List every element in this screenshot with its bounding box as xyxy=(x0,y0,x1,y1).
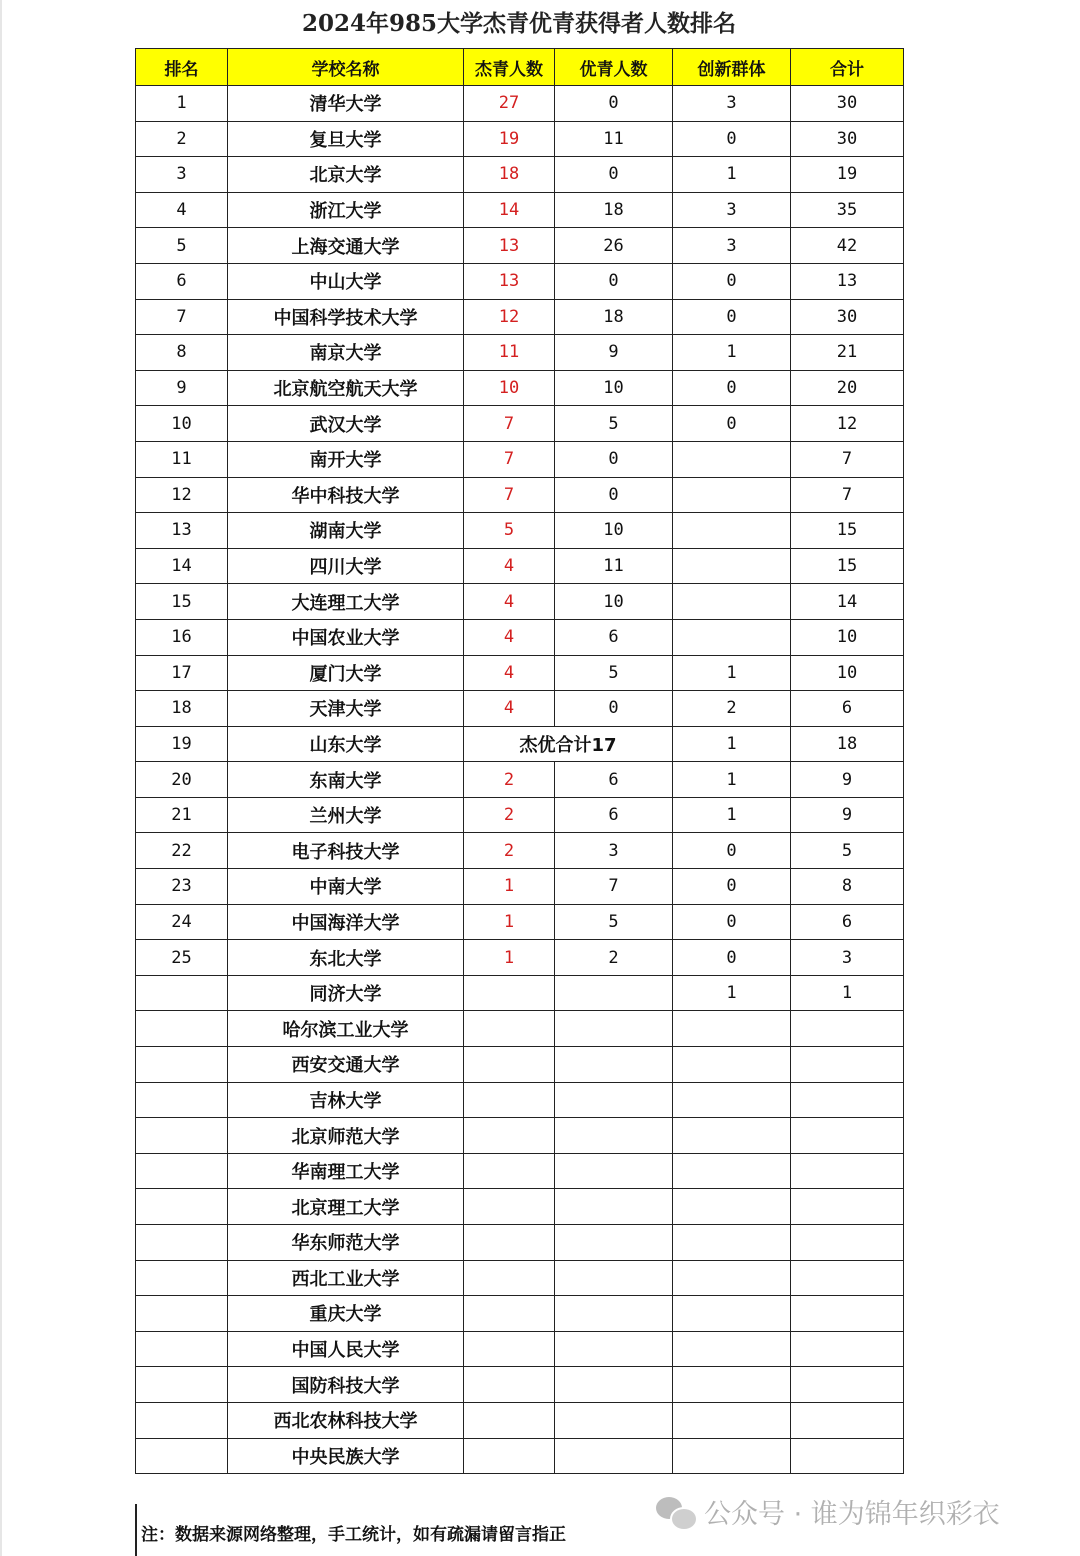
total-cell: 7 xyxy=(791,477,904,513)
total-cell: 14 xyxy=(791,584,904,620)
school-name-cell: 电子科技大学 xyxy=(228,833,464,869)
table-row xyxy=(136,1082,904,1118)
page-edge xyxy=(0,0,2,1556)
jieqing-cell xyxy=(464,1367,555,1403)
school-name-cell: 北京师范大学 xyxy=(228,1118,464,1154)
jieqing-cell: 4 xyxy=(464,655,555,691)
school-name-cell: 北京航空航天大学 xyxy=(228,370,464,406)
total-cell xyxy=(791,1118,904,1154)
total-cell: 3 xyxy=(791,940,904,976)
jieqing-cell: 4 xyxy=(464,584,555,620)
innovation-group-cell: 2 xyxy=(673,691,791,727)
jieqing-cell: 2 xyxy=(464,797,555,833)
total-cell: 9 xyxy=(791,797,904,833)
table-body xyxy=(136,86,904,1474)
jieqing-cell: 1 xyxy=(464,869,555,905)
rank-cell: 21 xyxy=(136,797,228,833)
innovation-group-cell: 1 xyxy=(673,975,791,1011)
total-cell xyxy=(791,1260,904,1296)
rank-cell xyxy=(136,1296,228,1332)
innovation-group-cell: 1 xyxy=(673,655,791,691)
rank-cell xyxy=(136,1011,228,1047)
table-row xyxy=(136,370,904,406)
header-youqing-count: 优青人数 xyxy=(555,49,673,86)
youqing-cell xyxy=(555,1331,673,1367)
school-name-cell: 中国人民大学 xyxy=(228,1331,464,1367)
table-row xyxy=(136,1331,904,1367)
table-row xyxy=(136,619,904,655)
table-row xyxy=(136,762,904,798)
school-name-cell: 中央民族大学 xyxy=(228,1438,464,1474)
innovation-group-cell xyxy=(673,1189,791,1225)
total-cell xyxy=(791,1402,904,1438)
jieqing-cell: 14 xyxy=(464,192,555,228)
school-name-cell: 哈尔滨工业大学 xyxy=(228,1011,464,1047)
innovation-group-cell xyxy=(673,1296,791,1332)
youqing-cell: 0 xyxy=(555,86,673,122)
rank-cell: 7 xyxy=(136,299,228,335)
youqing-cell: 7 xyxy=(555,869,673,905)
total-cell: 5 xyxy=(791,833,904,869)
table-row xyxy=(136,975,904,1011)
total-cell: 15 xyxy=(791,513,904,549)
table-row xyxy=(136,157,904,193)
youqing-cell: 0 xyxy=(555,691,673,727)
jieqing-cell xyxy=(464,1047,555,1083)
school-name-cell: 西安交通大学 xyxy=(228,1047,464,1083)
innovation-group-cell: 0 xyxy=(673,833,791,869)
innovation-group-cell: 0 xyxy=(673,263,791,299)
school-name-cell: 华南理工大学 xyxy=(228,1153,464,1189)
jieqing-cell: 18 xyxy=(464,157,555,193)
table-row xyxy=(136,228,904,264)
jieqing-cell: 7 xyxy=(464,477,555,513)
youqing-cell xyxy=(555,1225,673,1261)
table-row xyxy=(136,1260,904,1296)
table-row xyxy=(136,691,904,727)
jieqing-cell: 11 xyxy=(464,335,555,371)
jieqing-cell: 10 xyxy=(464,370,555,406)
innovation-group-cell xyxy=(673,1402,791,1438)
rank-cell: 6 xyxy=(136,263,228,299)
wechat-icon xyxy=(656,1495,696,1529)
innovation-group-cell xyxy=(673,441,791,477)
jieqing-cell xyxy=(464,1331,555,1367)
school-name-cell: 南开大学 xyxy=(228,441,464,477)
table-row xyxy=(136,441,904,477)
total-cell: 21 xyxy=(791,335,904,371)
innovation-group-cell: 0 xyxy=(673,299,791,335)
total-cell: 1 xyxy=(791,975,904,1011)
jieqing-cell: 13 xyxy=(464,228,555,264)
rank-cell: 14 xyxy=(136,548,228,584)
total-cell: 13 xyxy=(791,263,904,299)
rank-cell xyxy=(136,1260,228,1296)
innovation-group-cell xyxy=(673,584,791,620)
table-row xyxy=(136,299,904,335)
jieqing-cell: 2 xyxy=(464,762,555,798)
school-name-cell: 大连理工大学 xyxy=(228,584,464,620)
school-name-cell: 东北大学 xyxy=(228,940,464,976)
total-cell: 19 xyxy=(791,157,904,193)
youqing-cell xyxy=(555,1189,673,1225)
ranking-table xyxy=(135,48,904,1474)
jieqing-cell: 7 xyxy=(464,406,555,442)
innovation-group-cell xyxy=(673,1225,791,1261)
rank-cell xyxy=(136,975,228,1011)
jieqing-cell: 12 xyxy=(464,299,555,335)
table-row xyxy=(136,1367,904,1403)
youqing-cell: 6 xyxy=(555,762,673,798)
youqing-cell xyxy=(555,1118,673,1154)
youqing-cell: 0 xyxy=(555,441,673,477)
rank-cell xyxy=(136,1402,228,1438)
rank-cell: 8 xyxy=(136,335,228,371)
youqing-cell: 0 xyxy=(555,157,673,193)
table-row xyxy=(136,548,904,584)
table-row xyxy=(136,1296,904,1332)
school-name-cell: 同济大学 xyxy=(228,975,464,1011)
youqing-cell: 3 xyxy=(555,833,673,869)
total-cell xyxy=(791,1189,904,1225)
rank-cell: 23 xyxy=(136,869,228,905)
total-cell: 6 xyxy=(791,691,904,727)
rank-cell xyxy=(136,1331,228,1367)
youqing-cell: 0 xyxy=(555,477,673,513)
youqing-cell xyxy=(555,1011,673,1047)
rank-cell: 22 xyxy=(136,833,228,869)
innovation-group-cell: 1 xyxy=(673,726,791,762)
rank-cell: 10 xyxy=(136,406,228,442)
school-name-cell: 湖南大学 xyxy=(228,513,464,549)
innovation-group-cell xyxy=(673,1438,791,1474)
youqing-cell: 18 xyxy=(555,192,673,228)
table-row xyxy=(136,904,904,940)
table-row xyxy=(136,833,904,869)
total-cell: 30 xyxy=(791,121,904,157)
jieqing-cell xyxy=(464,1225,555,1261)
youqing-cell xyxy=(555,1153,673,1189)
youqing-cell xyxy=(555,1047,673,1083)
innovation-group-cell: 3 xyxy=(673,228,791,264)
rank-cell: 5 xyxy=(136,228,228,264)
rank-cell: 12 xyxy=(136,477,228,513)
youqing-cell xyxy=(555,1296,673,1332)
header-rank: 排名 xyxy=(136,49,228,86)
youqing-cell xyxy=(555,1402,673,1438)
school-name-cell: 中国科学技术大学 xyxy=(228,299,464,335)
table-row xyxy=(136,1402,904,1438)
table-row xyxy=(136,1189,904,1225)
jieqing-cell: 7 xyxy=(464,441,555,477)
table-row xyxy=(136,1118,904,1154)
youqing-cell: 9 xyxy=(555,335,673,371)
rank-cell: 9 xyxy=(136,370,228,406)
innovation-group-cell xyxy=(673,619,791,655)
school-name-cell: 厦门大学 xyxy=(228,655,464,691)
jieqing-cell: 27 xyxy=(464,86,555,122)
total-cell xyxy=(791,1153,904,1189)
innovation-group-cell xyxy=(673,1153,791,1189)
jieqing-cell: 杰优合计17 xyxy=(464,726,673,762)
youqing-cell: 26 xyxy=(555,228,673,264)
rank-cell: 3 xyxy=(136,157,228,193)
table-row xyxy=(136,263,904,299)
rank-cell xyxy=(136,1082,228,1118)
rank-cell xyxy=(136,1153,228,1189)
total-cell: 30 xyxy=(791,299,904,335)
innovation-group-cell: 1 xyxy=(673,335,791,371)
total-cell xyxy=(791,1367,904,1403)
total-cell xyxy=(791,1011,904,1047)
innovation-group-cell: 0 xyxy=(673,121,791,157)
school-name-cell: 复旦大学 xyxy=(228,121,464,157)
rank-cell xyxy=(136,1047,228,1083)
rank-cell: 4 xyxy=(136,192,228,228)
youqing-cell: 5 xyxy=(555,655,673,691)
table-row xyxy=(136,1047,904,1083)
youqing-cell xyxy=(555,1367,673,1403)
school-name-cell: 华中科技大学 xyxy=(228,477,464,513)
youqing-cell: 0 xyxy=(555,263,673,299)
total-cell: 7 xyxy=(791,441,904,477)
table-row xyxy=(136,121,904,157)
rank-cell: 16 xyxy=(136,619,228,655)
page-title: 2024年985大学杰青优青获得者人数排名 xyxy=(301,10,737,37)
jieqing-cell xyxy=(464,975,555,1011)
watermark xyxy=(656,1492,1000,1531)
innovation-group-cell xyxy=(673,1047,791,1083)
youqing-cell: 5 xyxy=(555,904,673,940)
table-row xyxy=(136,1153,904,1189)
innovation-group-cell: 0 xyxy=(673,406,791,442)
school-name-cell: 国防科技大学 xyxy=(228,1367,464,1403)
school-name-cell: 山东大学 xyxy=(228,726,464,762)
table-row xyxy=(136,477,904,513)
rank-cell xyxy=(136,1189,228,1225)
note-border xyxy=(135,1504,137,1556)
total-cell: 6 xyxy=(791,904,904,940)
total-cell: 15 xyxy=(791,548,904,584)
youqing-cell: 18 xyxy=(555,299,673,335)
rank-cell: 1 xyxy=(136,86,228,122)
total-cell: 42 xyxy=(791,228,904,264)
total-cell: 8 xyxy=(791,869,904,905)
school-name-cell: 清华大学 xyxy=(228,86,464,122)
school-name-cell: 西北工业大学 xyxy=(228,1260,464,1296)
school-name-cell: 武汉大学 xyxy=(228,406,464,442)
innovation-group-cell xyxy=(673,1082,791,1118)
school-name-cell: 北京理工大学 xyxy=(228,1189,464,1225)
table-row xyxy=(136,940,904,976)
innovation-group-cell xyxy=(673,1367,791,1403)
school-name-cell: 天津大学 xyxy=(228,691,464,727)
school-name-cell: 华东师范大学 xyxy=(228,1225,464,1261)
innovation-group-cell: 1 xyxy=(673,797,791,833)
rank-cell: 11 xyxy=(136,441,228,477)
school-name-cell: 浙江大学 xyxy=(228,192,464,228)
youqing-cell: 6 xyxy=(555,797,673,833)
rank-cell: 18 xyxy=(136,691,228,727)
school-name-cell: 上海交通大学 xyxy=(228,228,464,264)
rank-cell xyxy=(136,1367,228,1403)
jieqing-cell xyxy=(464,1118,555,1154)
table-row xyxy=(136,86,904,122)
youqing-cell: 11 xyxy=(555,121,673,157)
jieqing-cell xyxy=(464,1438,555,1474)
rank-cell: 17 xyxy=(136,655,228,691)
rank-cell: 13 xyxy=(136,513,228,549)
jieqing-cell: 4 xyxy=(464,691,555,727)
rank-cell: 19 xyxy=(136,726,228,762)
rank-cell: 20 xyxy=(136,762,228,798)
total-cell xyxy=(791,1225,904,1261)
school-name-cell: 南京大学 xyxy=(228,335,464,371)
jieqing-cell: 5 xyxy=(464,513,555,549)
footnote: 注：数据来源网络整理，手工统计，如有疏漏请留言指正 xyxy=(141,1525,566,1545)
table-row xyxy=(136,513,904,549)
table-row xyxy=(136,192,904,228)
total-cell xyxy=(791,1296,904,1332)
ranking-sheet xyxy=(135,0,903,1556)
rank-cell: 24 xyxy=(136,904,228,940)
jieqing-cell xyxy=(464,1260,555,1296)
rank-cell: 2 xyxy=(136,121,228,157)
youqing-cell xyxy=(555,1082,673,1118)
jieqing-cell: 19 xyxy=(464,121,555,157)
jieqing-cell xyxy=(464,1296,555,1332)
table-row xyxy=(136,655,904,691)
youqing-cell: 5 xyxy=(555,406,673,442)
rank-cell: 25 xyxy=(136,940,228,976)
header-total: 合计 xyxy=(791,49,904,86)
innovation-group-cell xyxy=(673,477,791,513)
total-cell: 9 xyxy=(791,762,904,798)
jieqing-cell: 1 xyxy=(464,904,555,940)
youqing-cell: 10 xyxy=(555,584,673,620)
innovation-group-cell xyxy=(673,1260,791,1296)
jieqing-cell xyxy=(464,1402,555,1438)
jieqing-cell xyxy=(464,1153,555,1189)
jieqing-cell: 1 xyxy=(464,940,555,976)
youqing-cell: 2 xyxy=(555,940,673,976)
school-name-cell: 中国农业大学 xyxy=(228,619,464,655)
innovation-group-cell: 1 xyxy=(673,762,791,798)
school-name-cell: 东南大学 xyxy=(228,762,464,798)
school-name-cell: 中国海洋大学 xyxy=(228,904,464,940)
youqing-cell xyxy=(555,975,673,1011)
total-cell: 10 xyxy=(791,655,904,691)
innovation-group-cell: 0 xyxy=(673,904,791,940)
school-name-cell: 北京大学 xyxy=(228,157,464,193)
innovation-group-cell xyxy=(673,1331,791,1367)
table-row xyxy=(136,335,904,371)
total-cell: 30 xyxy=(791,86,904,122)
innovation-group-cell: 3 xyxy=(673,192,791,228)
jieqing-cell xyxy=(464,1011,555,1047)
total-cell: 20 xyxy=(791,370,904,406)
school-name-cell: 兰州大学 xyxy=(228,797,464,833)
school-name-cell: 四川大学 xyxy=(228,548,464,584)
innovation-group-cell xyxy=(673,1118,791,1154)
header-innovation-group: 创新群体 xyxy=(673,49,791,86)
school-name-cell: 西北农林科技大学 xyxy=(228,1402,464,1438)
table-row xyxy=(136,406,904,442)
table-row xyxy=(136,726,904,762)
watermark-text: 公众号 · 谁为锦年织彩衣 xyxy=(704,1499,1000,1530)
rank-cell xyxy=(136,1118,228,1154)
total-cell xyxy=(791,1047,904,1083)
youqing-cell xyxy=(555,1260,673,1296)
school-name-cell: 吉林大学 xyxy=(228,1082,464,1118)
youqing-cell xyxy=(555,1438,673,1474)
total-cell: 35 xyxy=(791,192,904,228)
school-name-cell: 中南大学 xyxy=(228,869,464,905)
total-cell: 12 xyxy=(791,406,904,442)
table-header-row xyxy=(136,49,904,86)
header-school-name: 学校名称 xyxy=(228,49,464,86)
header-jieqing-count: 杰青人数 xyxy=(464,49,555,86)
total-cell xyxy=(791,1082,904,1118)
youqing-cell: 6 xyxy=(555,619,673,655)
innovation-group-cell: 0 xyxy=(673,370,791,406)
jieqing-cell: 2 xyxy=(464,833,555,869)
innovation-group-cell: 3 xyxy=(673,86,791,122)
school-name-cell: 重庆大学 xyxy=(228,1296,464,1332)
total-cell: 18 xyxy=(791,726,904,762)
innovation-group-cell xyxy=(673,513,791,549)
table-row xyxy=(136,1011,904,1047)
innovation-group-cell: 0 xyxy=(673,869,791,905)
innovation-group-cell: 0 xyxy=(673,940,791,976)
table-row xyxy=(136,797,904,833)
rank-cell xyxy=(136,1225,228,1261)
jieqing-cell xyxy=(464,1082,555,1118)
total-cell: 10 xyxy=(791,619,904,655)
youqing-cell: 10 xyxy=(555,513,673,549)
youqing-cell: 10 xyxy=(555,370,673,406)
table-row xyxy=(136,584,904,620)
jieqing-cell xyxy=(464,1189,555,1225)
table-row xyxy=(136,1438,904,1474)
total-cell xyxy=(791,1438,904,1474)
rank-cell xyxy=(136,1438,228,1474)
table-row xyxy=(136,869,904,905)
innovation-group-cell: 1 xyxy=(673,157,791,193)
jieqing-cell: 4 xyxy=(464,619,555,655)
rank-cell: 15 xyxy=(136,584,228,620)
innovation-group-cell xyxy=(673,548,791,584)
table-row xyxy=(136,1225,904,1261)
innovation-group-cell xyxy=(673,1011,791,1047)
school-name-cell: 中山大学 xyxy=(228,263,464,299)
total-cell xyxy=(791,1331,904,1367)
jieqing-cell: 4 xyxy=(464,548,555,584)
youqing-cell: 11 xyxy=(555,548,673,584)
jieqing-cell: 13 xyxy=(464,263,555,299)
